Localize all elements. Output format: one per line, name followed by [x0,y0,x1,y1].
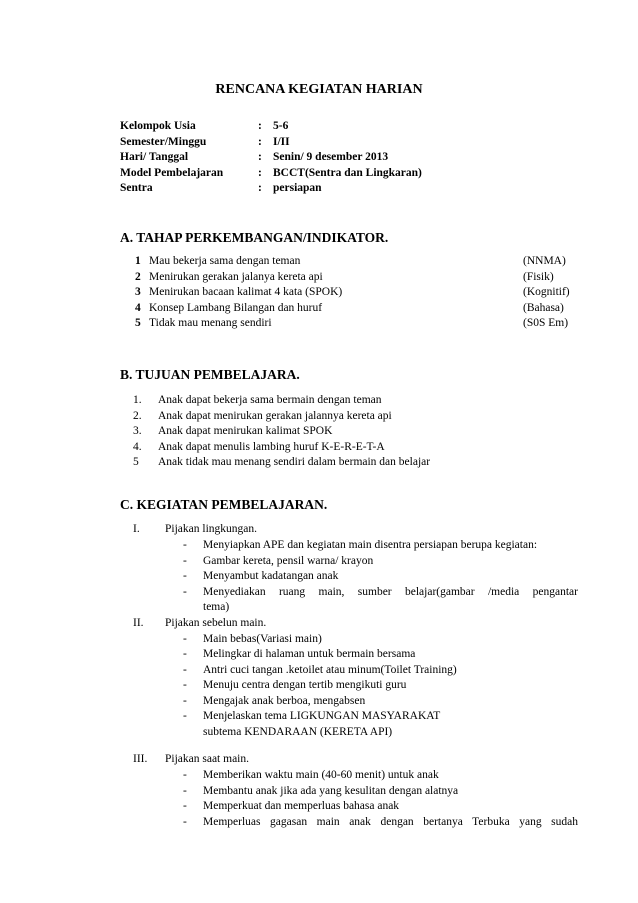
info-colon: : [258,135,262,148]
indicator-item [120,270,575,286]
item-text: tema) [203,601,230,613]
info-key: Model Pembelajaran [120,166,224,179]
item-number: 4. [133,440,142,453]
info-key: Semester/Minggu [120,135,207,148]
info-row [120,181,540,197]
info-colon: : [258,120,262,132]
item-text: Melingkar di halaman untuk bermain bersama [203,648,416,660]
item-text: Menirukan bacaan kalimat 4 kata (SPOK) [149,286,343,298]
activity-item-continuation [120,600,578,616]
item-tag: (Kognitif) [523,286,570,298]
item-text: Anak dapat bekerja sama bermain dengan teman [158,394,382,406]
item-number: 3 [135,286,141,298]
objective-item [120,409,575,425]
activity-item [120,768,578,784]
info-value: Senin/ 9 desember 2013 [273,151,389,163]
dash-marker: - [183,648,187,660]
objective-list [120,393,575,471]
indicator-item [120,254,575,270]
roman-numeral: II. [133,616,144,629]
item-number: 2. [133,409,142,422]
dash-marker: - [183,694,187,707]
item-text: Menyambut kadatangan anak [203,570,339,582]
item-number: 5 [135,317,141,329]
activity-item [120,694,578,710]
group-label: Pijakan sebelun main. [165,616,267,629]
section-a-heading: A. TAHAP PERKEMBANGAN/INDIKATOR. [120,230,389,245]
item-text: subtema KENDARAAN (KERETA API) [203,725,393,738]
item-text: Mau bekerja sama dengan teman [149,255,301,267]
dash-marker: - [183,815,187,828]
info-value: 5-6 [273,120,289,132]
dash-marker: - [183,710,187,722]
dash-marker: - [183,585,187,598]
roman-numeral: III. [133,753,148,765]
item-tag: (Bahasa) [523,301,564,314]
item-number: 4 [135,301,141,314]
activity-item [120,784,578,800]
item-text: Menirukan gerakan jalanya kereta api [149,270,323,283]
activity-item [120,799,578,815]
roman-numeral: I. [133,523,140,535]
dash-marker: - [183,570,187,582]
info-colon: : [258,151,262,163]
item-text: Anak dapat menulis lambing huruf K-E-R-E-T-A [158,440,385,453]
item-text: Menyediakan ruang main, sumber belajar(gambar /media pengantar [203,585,578,598]
group-label: Pijakan saat main. [165,753,249,765]
activity-item-continuation [120,725,578,741]
activity-group-header [120,616,578,632]
info-colon: : [258,182,262,194]
activity-item [120,815,578,831]
item-text: Menjelaskan tema LIGKUNGAN MASYARAKAT [203,710,441,722]
indicator-item [120,285,575,301]
objective-item [120,424,575,440]
dash-marker: - [183,632,187,645]
info-row [120,166,540,182]
item-tag: (NNMA) [523,255,566,267]
activity-item [120,678,578,694]
activity-item [120,632,578,648]
item-number: 5 [133,456,139,468]
group-spacer [120,740,578,752]
info-value: BCCT(Sentra dan Lingkaran) [273,166,422,179]
item-text: Anak dapat menirukan kalimat SPOK [158,425,333,437]
item-text: Mengajak anak berboa, mengabsen [203,694,366,707]
activity-group-header [120,752,578,768]
item-text: Main bebas(Variasi main) [203,632,322,645]
info-key: Kelompok Usia [120,120,196,132]
item-number: 1. [133,394,142,406]
item-tag: (Fisik) [523,270,554,283]
info-row [120,150,540,166]
item-text: Memperluas gagasan main anak dengan bertanya Terbuka yang sudah [203,815,578,828]
section-b-heading: B. TUJUAN PEMBELAJARA. [120,367,300,382]
item-text: Anak dapat menirukan gerakan jalannya kereta api [158,409,392,422]
activity-item [120,647,578,663]
info-row [120,135,540,151]
dash-marker: - [183,539,187,551]
document-title: RENCANA KEGIATAN HARIAN [215,82,423,97]
item-text: Membantu anak jika ada yang kesulitan dengan alatnya [203,784,459,797]
section-c-heading: C. KEGIATAN PEMBELAJARAN. [120,497,328,512]
activity-group-header [120,522,578,538]
activity-item [120,538,578,554]
item-text: Menyiapkan APE dan kegiatan main disentra persiapan berupa kegiatan: [203,539,538,551]
dash-marker: - [183,800,187,812]
objective-item [120,393,575,409]
item-text: Memberikan waktu main (40-60 menit) untuk anak [203,769,439,781]
objective-item [120,440,575,456]
info-table [120,119,540,197]
info-value: persiapan [273,182,322,194]
item-text: Menuju centra dengan tertib mengikuti guru [203,679,407,691]
dash-marker: - [183,554,187,567]
dash-marker: - [183,784,187,797]
item-text: Antri cuci tangan .ketoilet atau minum(Toilet Training) [203,663,457,676]
indicator-item [120,316,575,332]
item-text: Konsep Lambang Bilangan dan huruf [149,301,323,314]
item-tag: (S0S Em) [523,317,569,329]
item-text: Memperkuat dan memperluas bahasa anak [203,800,400,812]
item-number: 1 [135,255,141,267]
activity-item [120,554,578,570]
dash-marker: - [183,679,187,691]
info-colon: : [258,166,262,179]
indicator-item [120,301,575,317]
activity-section [120,522,578,830]
activity-item [120,569,578,585]
objective-item [120,455,575,471]
item-text: Gambar kereta, pensil warna/ krayon [203,554,374,567]
activity-item [120,709,578,725]
item-text: Tidak mau menang sendiri [149,317,272,329]
activity-item [120,585,578,601]
item-text: Anak tidak mau menang sendiri dalam bermain dan belajar [158,456,431,468]
dash-marker: - [183,769,187,781]
info-value: I/II [273,135,290,148]
info-key: Sentra [120,182,153,194]
indicator-list [120,254,575,332]
dash-marker: - [183,663,187,676]
group-label: Pijakan lingkungan. [165,523,257,535]
info-key: Hari/ Tanggal [120,151,189,163]
item-number: 2 [135,270,141,283]
info-row [120,119,540,135]
item-number: 3. [133,425,142,437]
activity-item [120,663,578,679]
